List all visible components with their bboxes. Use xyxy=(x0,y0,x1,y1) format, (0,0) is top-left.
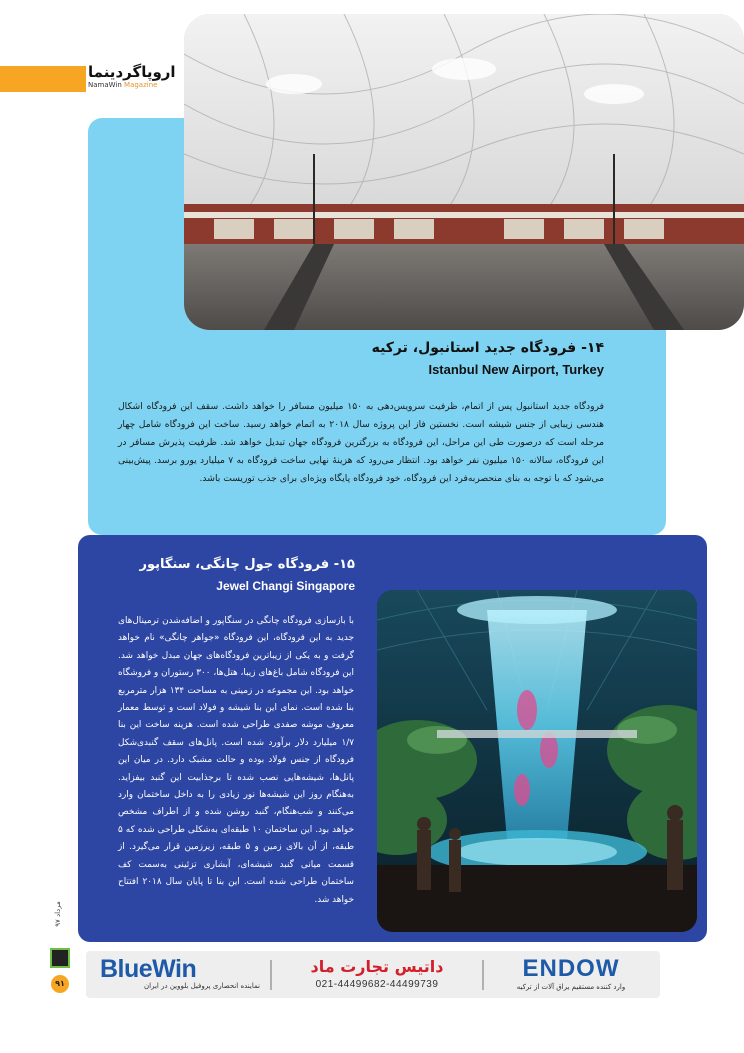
magazine-logo-fa: اروپاگردینما xyxy=(88,63,176,81)
datis-phone: 021-44499682-44499739 xyxy=(315,979,439,990)
section-14-body: فرودگاه جدید استانبول پس از اتمام، ظرفیت سرویس‌دهی به ۱۵۰ میلیون مسافر را خواهد داشت. سقف این فرودگاه اشکال هندسی زیبایی از جنس شیشه است. نخستین فاز این پروژه سال ۲۰۱۸ به اتمام خواهد رسید. ساخت این فرودگاه شامل چهار مرحله است که درصورت طی این مراحل، این فرودگاه به بزرگترین فرودگاه جهان تبدیل خواهد شد. ظرفیت پذیرش مسافر در این فرودگاه، سالانه ۱۵۰ میلیون نفر خواهد بود. انتظار می‌رود که هزینهٔ نهایی ساخت فرودگاه به ۷ میلیارد یورو برسد. پیش‌بینی می‌شود که با توجه به بنای منحصربه‌فرد این فرودگاه، خود فرودگاه پایگاه ویژه‌ای برای جذب توریست باشد. xyxy=(118,401,604,484)
ad-endow[interactable] xyxy=(496,951,646,998)
istanbul-airport-photo xyxy=(184,14,744,330)
page-number: ۹۱ xyxy=(51,975,69,993)
section-14-title-en: Istanbul New Airport, Turkey xyxy=(428,362,604,377)
section-15-title-en: Jewel Changi Singapore xyxy=(216,579,355,593)
endow-logo: ENDOW xyxy=(522,955,620,982)
bluewin-tagline: نماینده انحصاری پروفیل بلووین در ایران xyxy=(144,982,260,990)
side-magazine-icon xyxy=(50,948,70,968)
ad-bluewin[interactable] xyxy=(100,951,260,998)
section-15-title: ۱۵- فرودگاه جول چانگی، سنگاپور xyxy=(139,557,355,572)
ad-separator xyxy=(270,960,272,990)
footer-ad-bar xyxy=(86,951,660,998)
ad-datis[interactable] xyxy=(282,951,472,998)
magazine-logo xyxy=(88,64,198,94)
jewel-changi-photo xyxy=(377,590,697,932)
ad-separator xyxy=(482,960,484,990)
bluewin-logo: BlueWin xyxy=(100,955,197,983)
endow-tagline: وارد کننده مستقیم یراق آلات از ترکیه xyxy=(516,983,626,991)
header-accent-band xyxy=(0,66,86,92)
section-15-body: با بازسازی فرودگاه چانگی در سنگاپور و اضافه‌شدن ترمینال‌های جدید به این فرودگاه، این فرودگاه «جواهر چانگی» نام خواهد گرفت و به یکی از زیباترین فرودگاه‌های جهان مبدل خواهد شد. این فرودگاه شامل باغ‌های زیبا، هتل‌ها، ۳۰۰ رستوران و فروشگاه خواهد بود. این مجموعه در زمینی به مساحت ۱۳۴ هزار مترمربع بنا شده است. نمای این بنا شیشه و فولاد است و توسط معمار معروف موشه صفدی طراحی شده است. هزینه ساخت این بنا ۱/۷ میلیارد دلار برآورد شده است. پانل‌های سقف گنبدی‌شکل فرودگاه از جنس فولاد بوده و حالت مشبک دارد. در میان این پانل‌ها، شیشه‌هایی نصب شده تا برجذابیت این گنبد بیفزاید. به‌هنگام روز این شیشه‌ها نور زیادی را به داخل ساختمان وارد می‌کنند و شب‌هنگام، گنبد روشن شده و از اطراف مشخص خواهد بود. این ساختمان ۱۰ طبقه‌ای به‌شکلی طراحی شده که ۵ طبقه، از آن بالای زمین و ۵ طبقه، زیرزمین قرار می‌گیرد. از قسمت میانی گنبد شیشه‌ای، آبشاری تزئینی به‌سمت کف ساختمان طراحی شده است. این بنا تا پایان سال ۲۰۱۸ افتتاح خواهد شد. xyxy=(118,616,355,905)
datis-logo: داتیس تجارت ماد xyxy=(310,957,444,976)
issue-date: مرداد ۹۷ xyxy=(54,901,62,927)
section-14-title: ۱۴- فرودگاه جدید استانبول، ترکیه xyxy=(371,340,604,356)
magazine-logo-en: NamaWin Magazine xyxy=(88,81,158,89)
